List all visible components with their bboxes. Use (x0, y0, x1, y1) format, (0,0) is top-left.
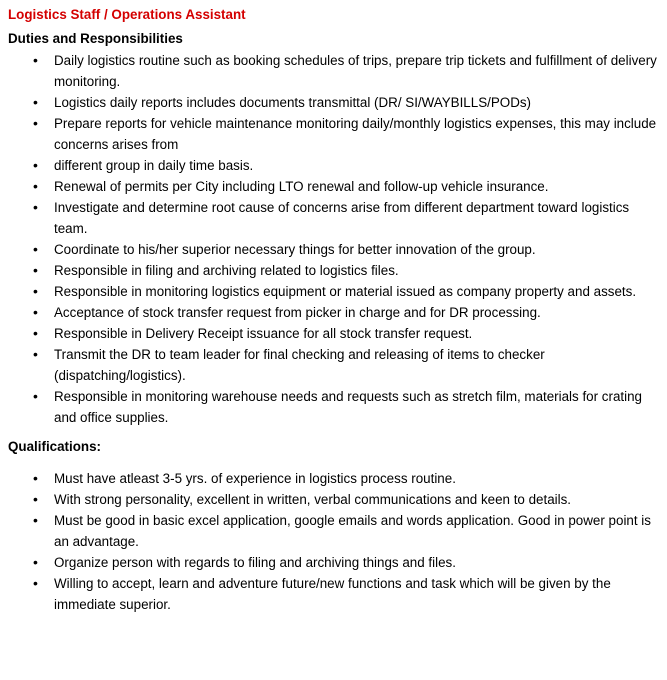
list-item (33, 92, 661, 113)
bullet-icon: • (33, 304, 38, 320)
duty-text: Responsible in filing and archiving related to logistics files. (54, 263, 399, 278)
duty-text: Prepare reports for vehicle maintenance monitoring daily/monthly logistics expenses, this may include concerns arises from (54, 116, 657, 152)
duties-heading: Duties and Responsibilities (8, 31, 183, 46)
list-item (33, 489, 661, 510)
list-item (33, 197, 661, 239)
duty-text: Coordinate to his/her superior necessary things for better innovation of the group. (54, 242, 536, 257)
bullet-icon: • (33, 512, 38, 528)
bullet-icon: • (33, 52, 38, 68)
bullet-icon: • (33, 325, 38, 341)
bullet-icon: • (33, 157, 38, 173)
list-item (33, 323, 661, 344)
duty-text: Responsible in Delivery Receipt issuance for all stock transfer request. (54, 326, 473, 341)
bullet-icon: • (33, 470, 38, 486)
job-title: Logistics Staff / Operations Assistant (8, 7, 246, 22)
duty-text: Daily logistics routine such as booking schedules of trips, prepare trip tickets and fulfillment of delivery monitoring. (54, 53, 657, 89)
qualifications-heading: Qualifications: (8, 439, 102, 454)
bullet-icon: • (33, 491, 38, 507)
qualification-text: Organize person with regards to filing and archiving things and files. (54, 555, 456, 570)
duty-text: Transmit the DR to team leader for final checking and releasing of items to checker (dispatching/logistics). (54, 347, 545, 383)
bullet-icon: • (33, 346, 38, 362)
bullet-icon: • (33, 575, 38, 591)
list-item (33, 260, 661, 281)
list-item (33, 510, 661, 552)
list-item (33, 281, 661, 302)
list-item (33, 468, 661, 489)
list-item (33, 302, 661, 323)
bullet-icon: • (33, 178, 38, 194)
list-item (33, 552, 661, 573)
list-item (33, 50, 661, 92)
qualification-text: Must have atleast 3-5 yrs. of experience in logistics process routine. (54, 471, 456, 486)
list-item (33, 113, 661, 155)
list-item (33, 573, 661, 615)
duty-text: Responsible in monitoring warehouse needs and requests such as stretch film, materials for crating and office supplies. (54, 389, 642, 425)
duty-text: Responsible in monitoring logistics equipment or material issued as company property and assets. (54, 284, 637, 299)
bullet-icon: • (33, 388, 38, 404)
bullet-icon: • (33, 262, 38, 278)
duty-text: Investigate and determine root cause of concerns arise from different department toward logistics team. (54, 200, 630, 236)
duty-text: different group in daily time basis. (54, 158, 254, 173)
bullet-icon: • (33, 554, 38, 570)
qualification-text: Must be good in basic excel application, google emails and words application. Good in power point is an advantage. (54, 513, 651, 549)
list-item (33, 155, 661, 176)
duty-text: Renewal of permits per City including LTO renewal and follow-up vehicle insurance. (54, 179, 549, 194)
qualification-text: Willing to accept, learn and adventure future/new functions and task which will be given by the immediate superior. (54, 576, 611, 612)
bullet-icon: • (33, 241, 38, 257)
qualification-text: With strong personality, excellent in written, verbal communications and keen to details. (54, 492, 572, 507)
qualifications-list (8, 468, 661, 615)
list-item (33, 176, 661, 197)
list-item (33, 239, 661, 260)
bullet-icon: • (33, 115, 38, 131)
duty-text: Logistics daily reports includes documents transmittal (DR/ SI/WAYBILLS/PODs) (54, 95, 532, 110)
bullet-icon: • (33, 199, 38, 215)
bullet-icon: • (33, 94, 38, 110)
list-item (33, 386, 661, 428)
duties-list (8, 50, 661, 428)
list-item (33, 344, 661, 386)
bullet-icon: • (33, 283, 38, 299)
duty-text: Acceptance of stock transfer request from picker in charge and for DR processing. (54, 305, 541, 320)
